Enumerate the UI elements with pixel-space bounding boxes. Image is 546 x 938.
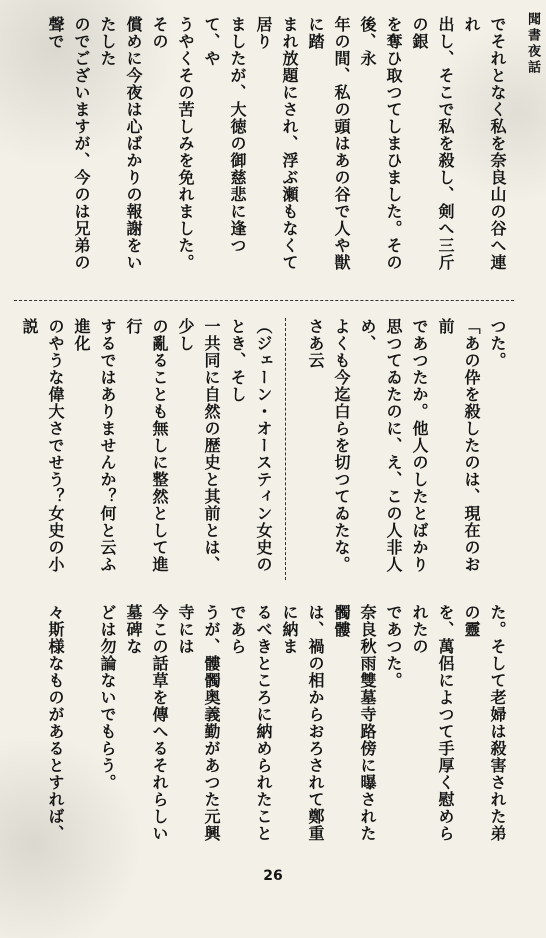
section-heading: 聞書夜話	[525, 12, 540, 76]
text-block-upper: でそれとなく私を奈良山の谷へ連れ 出し、そこで私を殺し、剣へ三斤の銀 を奪ひ取つてしまひました。その後、永 年の間、私の頭はあの谷で人や獣に踏 まれ放題にされ、浮ぶ瀬もなくて居り ましたが、大徳の御慈悲に逢つて、や うやくその苦しみを免れました。その 償めに今夜は心ばかりの報謝をいたした のでございますが、今のは兄弟の聲で	[46, 16, 507, 271]
text-block-middle-right: つた。 「あの伜を殺したのは、現在のお前 であつたか。他人のしたとばかり 思つてゐたのに、え、この人非人め、 よくも今迄白らを切つてゐたな。さあ云	[306, 318, 507, 573]
text-block-middle-left: （ジェーン・オースティン女史のとき、そし 一共同に自然の歴史と其前とは、少し の亂ることも無しに整然として進行 するではありませんか？何と云ふ進化 のやうな偉大さでせう？女史の小説	[20, 318, 273, 573]
text-block-lower: た。そして老婦は殺害された弟の靈 を、萬侶によつて手厚く慰められたの であつた。 奈良秋雨雙墓寺路傍に曝された髑髏 は、禍の相からおろされて鄭重に納ま るべきところに納められたことであら うが、髏髑奥義勤があつた元興寺には 今この話草を傳へるそれらしい墓碑な どは勿論ないでもらう。 々斯様なものがあるとすれば、	[46, 604, 507, 842]
vertical-divider	[285, 318, 286, 580]
page-number: 26	[263, 868, 283, 884]
horizontal-divider	[14, 300, 514, 301]
